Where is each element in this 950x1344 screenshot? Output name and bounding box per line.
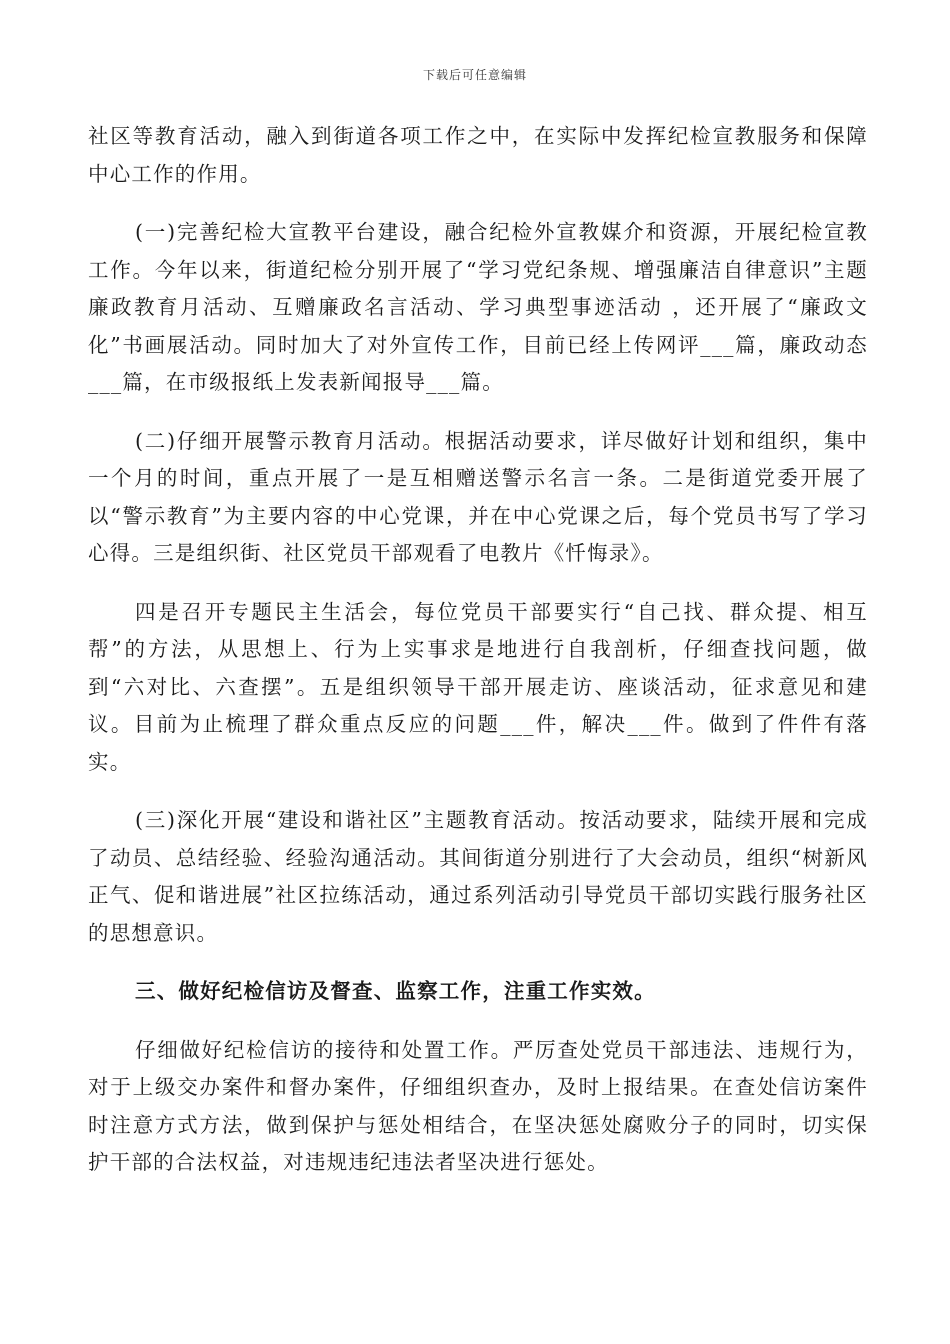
paragraph-section-3: (三)深化开展“建设和谐社区”主题教育活动。按活动要求，陆续开展和完成了动员、总结经验、经验沟通活动。其间街道分别进行了大会动员，组织“树新风正气、促和谐进展”社区拉练活动，通过系列活动引导党员干部切实践行服务社区的思想意识。	[88, 808, 868, 945]
document-body	[88, 118, 868, 1203]
download-note: 下载后可任意编辑	[422, 68, 527, 82]
section-heading: 三、做好纪检信访及督查、监察工作，注重工作实效。	[135, 979, 656, 1003]
paragraph-section-2-cont: 四是召开专题民主生活会，每位党员干部要实行“自己找、群众提、相互帮”的方法，从思想上、行为上实事求是地进行自我剖析，仔细查找问题，做到“六对比、六查摆”。五是组织领导干部开展走访、座谈活动，征求意见和建议。目前为止梳理了群众重点反应的问题___件，解决___件。做到了件件有落实。	[88, 599, 868, 774]
paragraph-section-1: (一)完善纪检大宣教平台建设，融合纪检外宣教媒介和资源，开展纪检宣教工作。今年以来，街道纪检分别开展了“学习党纪条规、增强廉洁自律意识”主题廉政教育月活动、互赠廉政名言活动、学习典型事迹活动 ，还开展了“廉政文化”书画展活动。同时加大了对外宣传工作，目前已经上传网评___篇，廉政动态___篇，在市级报纸上发表新闻报导___篇。	[88, 220, 868, 394]
paragraph-section-2: (二)仔细开展警示教育月活动。根据活动要求，详尽做好计划和组织，集中一个月的时间，重点开展了一是互相赠送警示名言一条。二是街道党委开展了以“警示教育”为主要内容的中心党课，并在中心党课之后，每个党员书写了学习心得。三是组织街、社区党员干部观看了电教片《忏悔录》。	[88, 428, 868, 565]
paragraph-petition-work: 仔细做好纪检信访的接待和处置工作。严厉查处党员干部违法、违规行为，对于上级交办案件和督办案件，仔细组织查办，及时上报结果。在查处信访案件时注意方式方法，做到保护与惩处相结合，在坚决惩处腐败分子的同时，切实保护干部的合法权益，对违规违纪违法者坚决进行惩处。	[88, 1037, 868, 1174]
paragraph-continuation: 社区等教育活动，融入到街道各项工作之中，在实际中发挥纪检宣教服务和保障中心工作的作用。	[88, 124, 868, 186]
